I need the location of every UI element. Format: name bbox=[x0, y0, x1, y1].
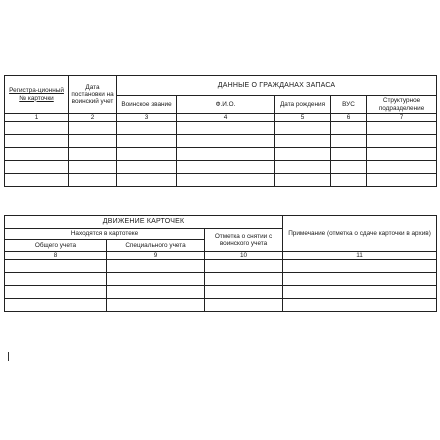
citizens-data-header: ДАННЫЕ О ГРАЖДАНАХ ЗАПАСА bbox=[117, 76, 437, 96]
column-number: 6 bbox=[331, 114, 367, 122]
column-number: 3 bbox=[117, 114, 177, 122]
table-row bbox=[5, 273, 437, 286]
citizens-data-table bbox=[4, 75, 437, 187]
column-number: 7 bbox=[367, 114, 437, 122]
col-vus: ВУС bbox=[331, 96, 367, 114]
col-military-rank: Воинское звание bbox=[117, 96, 177, 114]
table-row bbox=[5, 135, 437, 148]
card-movement-header: ДВИЖЕНИЕ КАРТОЧЕК bbox=[5, 216, 283, 229]
col-department: Структурное подразделение bbox=[367, 96, 437, 114]
column-number: 11 bbox=[283, 252, 437, 260]
col-deregistration-mark: Отметка о снятии с воинского учета bbox=[205, 229, 283, 252]
col-general-registration: Общего учета bbox=[5, 240, 107, 252]
col-full-name: Ф.И.О. bbox=[177, 96, 275, 114]
column-numbers-row bbox=[5, 114, 437, 122]
margin-mark bbox=[8, 352, 9, 361]
column-number: 2 bbox=[69, 114, 117, 122]
column-number: 5 bbox=[275, 114, 331, 122]
column-number: 8 bbox=[5, 252, 107, 260]
col-note: Примечание (отметка о сдаче карточки в архив) bbox=[283, 216, 437, 252]
card-movement-table bbox=[4, 215, 437, 312]
column-numbers-row bbox=[5, 252, 437, 260]
col-birth-date: Дата рождения bbox=[275, 96, 331, 114]
in-card-index-header: Находятся в картотеке bbox=[5, 229, 205, 240]
col-registration-number bbox=[5, 76, 69, 114]
table-row bbox=[5, 161, 437, 174]
col-registration-number-label: Регистра-ционный № карточки bbox=[9, 87, 64, 102]
table-row bbox=[5, 148, 437, 161]
column-number: 10 bbox=[205, 252, 283, 260]
table-row bbox=[5, 299, 437, 312]
col-special-registration: Специального учета bbox=[107, 240, 205, 252]
column-number: 1 bbox=[5, 114, 69, 122]
table-row bbox=[5, 122, 437, 135]
table-row bbox=[5, 286, 437, 299]
column-number: 4 bbox=[177, 114, 275, 122]
column-number: 9 bbox=[107, 252, 205, 260]
table-row bbox=[5, 260, 437, 273]
col-registration-date: Дата постановки на воинский учет bbox=[69, 76, 117, 114]
table-row bbox=[5, 174, 437, 187]
